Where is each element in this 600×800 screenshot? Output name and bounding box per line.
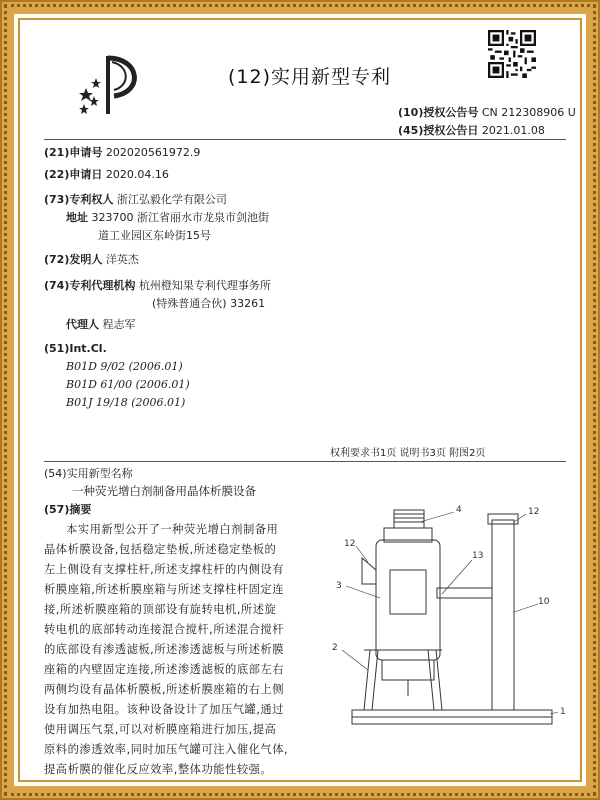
pages-info: 权利要求书1页 说明书3页 附图2页 — [330, 448, 486, 459]
abstract-line: 的底部设有渗透滤板,所述渗透滤板与所述析膜 — [44, 643, 285, 656]
device-drawing — [322, 500, 572, 750]
abstract-text — [44, 520, 322, 780]
agency-line1: 杭州橙知果专利代理事务所 — [138, 279, 271, 292]
rotary-motor — [394, 510, 424, 528]
label-2: 2 — [332, 643, 338, 653]
intcl-item — [66, 396, 185, 409]
intcl-code: B01D 9/02 — [66, 360, 126, 373]
pressure-pipe — [437, 588, 492, 598]
address-line1: 323700 浙江省丽水市龙泉市剑池街 — [91, 211, 269, 224]
application-number-label: (21)申请号 — [44, 146, 103, 159]
label-3: 3 — [336, 581, 342, 591]
agent-label: 代理人 — [66, 318, 99, 331]
address-label: 地址 — [66, 211, 88, 224]
application-number-row — [44, 146, 200, 159]
pub-date-value: 2021.01.08 — [481, 124, 545, 137]
application-date-value: 2020.04.16 — [105, 168, 169, 181]
address-line2: 道工业园区东岭街15号 — [98, 229, 211, 242]
pub-number-row — [398, 104, 576, 120]
abstract-line: 接,所述析膜座箱的顶部设有旋转电机,所述旋 — [44, 603, 277, 616]
intcl-code: B01D 61/00 — [66, 378, 133, 391]
patentee-value: 浙江弘毅化学有限公司 — [116, 193, 227, 206]
intcl-item — [66, 378, 190, 391]
membrane-tank — [376, 540, 440, 660]
label-12: 13 — [472, 551, 484, 561]
application-number-value: 202020561972.9 — [105, 146, 201, 159]
agent-row — [66, 318, 136, 331]
inventor-value: 洋英杰 — [105, 253, 139, 266]
utility-name-value: 一种荧光增白剂制备用晶体析膜设备 — [72, 484, 256, 498]
abstract-line: 原料的渗透效率,同时加压气罐可注入催化气体, — [44, 743, 289, 756]
agency-row — [44, 279, 271, 292]
patent-office-logo — [78, 52, 148, 118]
document-title: (12)实用新型专利 — [228, 66, 392, 88]
intcl-label: (51)Int.Cl. — [44, 342, 107, 355]
pub-date-label: (45)授权公告日 — [398, 124, 479, 137]
abstract-line: 转电机的底部转动连接混合搅杆,所述混合搅杆 — [44, 623, 285, 636]
abstract-line: 两侧均设有晶体析膜板,所述析膜座箱的右上侧 — [44, 683, 285, 696]
inventor-row — [44, 253, 139, 266]
intcl-code: B01J 19/18 — [66, 396, 128, 409]
intcl-item — [66, 360, 183, 373]
tank-window — [390, 570, 426, 614]
application-date-row — [44, 168, 169, 181]
qr-code-icon[interactable] — [488, 30, 536, 78]
label-13: 12 — [344, 539, 356, 549]
label-11: 12 — [528, 507, 540, 517]
support-column — [492, 520, 514, 710]
label-4: 4 — [456, 505, 462, 515]
label-10: 10 — [538, 597, 550, 607]
intcl-year: (2006.01) — [128, 360, 183, 373]
abstract-line: 左上侧设有支撑柱杆,所述支撑柱杆的内侧设有 — [44, 563, 285, 576]
section-divider — [44, 461, 566, 462]
abstract-label: (57)摘要 — [44, 503, 92, 516]
intcl-year: (2006.01) — [135, 378, 190, 391]
abstract-line: 晶体析膜设备,包括稳定垫板,所述稳定垫板的 — [44, 543, 277, 556]
pub-number-label: (10)授权公告号 — [398, 106, 479, 119]
agency-label: (74)专利代理机构 — [44, 279, 136, 292]
pub-date-row — [398, 122, 545, 138]
abstract-line: 本实用新型公开了一种荧光增白剂制备用 — [66, 523, 279, 536]
patentee-row — [44, 193, 227, 206]
abstract-line: 座箱的内壁固定连接,所述渗透滤板的底部左右 — [44, 663, 285, 676]
pub-number-value: CN 212308906 U — [481, 106, 576, 119]
patentee-label: (73)专利权人 — [44, 193, 114, 206]
inventor-label: (72)发明人 — [44, 253, 103, 266]
header-divider — [44, 139, 566, 140]
intcl-year: (2006.01) — [131, 396, 186, 409]
label-1: 1 — [560, 707, 566, 717]
abstract-line: 设有加热电阻。该种设备设计了加压气罐,通过 — [44, 703, 285, 716]
address-row — [66, 211, 269, 224]
abstract-line: 析膜座箱,所述析膜座箱与所述支撑柱杆固定连 — [44, 583, 285, 596]
agency-line2: (特殊普通合伙) 33261 — [152, 297, 266, 310]
agent-value: 程志军 — [102, 318, 136, 331]
application-date-label: (22)申请日 — [44, 168, 103, 181]
utility-name-label: (54)实用新型名称 — [44, 467, 133, 480]
abstract-line: 使用调压气泵,可以对析膜座箱进行加压,提高 — [44, 723, 277, 736]
abstract-line: 提高析膜的催化反应效率,整体功能性较强。 — [44, 763, 273, 776]
